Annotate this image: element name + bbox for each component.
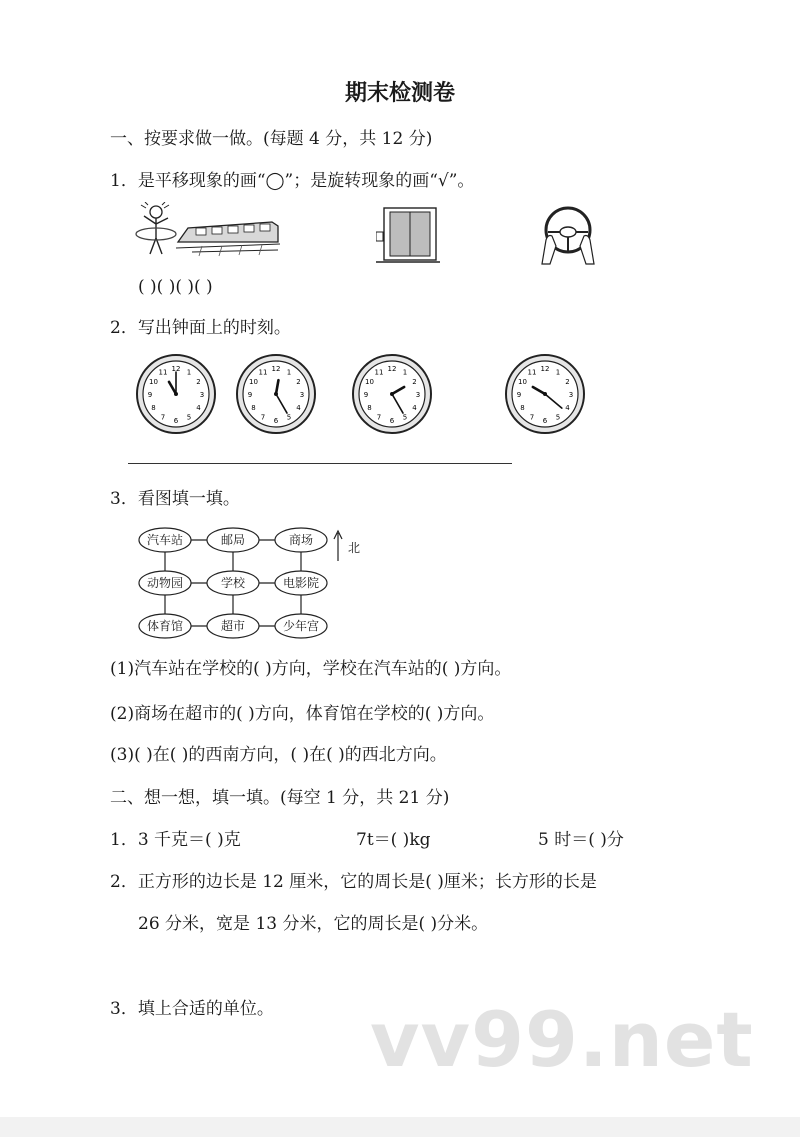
clock-numeral: 10 — [365, 378, 374, 386]
girl-and-train-picture — [132, 202, 282, 264]
clock-numeral: 2 — [412, 378, 417, 386]
clock-numeral: 7 — [160, 413, 166, 422]
q2-text: 2．写出钟面上的时刻。 — [110, 318, 291, 338]
clock-numeral: 5 — [555, 413, 561, 422]
clock-2 — [234, 352, 318, 436]
clock-numeral: 1 — [555, 368, 561, 377]
clock-numeral: 11 — [158, 368, 168, 377]
clock-numeral: 5 — [186, 413, 192, 422]
clock-center — [274, 392, 278, 396]
clock-numeral: 4 — [196, 404, 201, 412]
clock-numeral: 1 — [186, 368, 192, 377]
map-label-youth-palace: 少年宫 — [282, 619, 320, 633]
clock-numeral: 9 — [147, 391, 153, 399]
map-label-school: 学校 — [220, 576, 246, 590]
clock-numeral: 5 — [286, 413, 292, 422]
clock-numeral: 12 — [171, 365, 181, 373]
clock-1 — [134, 352, 218, 436]
clock-numeral: 3 — [415, 391, 421, 399]
clock-3 — [350, 352, 434, 436]
clock-center — [543, 392, 547, 396]
clock-numeral: 3 — [568, 391, 574, 399]
clock-numeral: 8 — [367, 404, 372, 412]
q3-line-3[interactable]: (3)( )在( )的西南方向，( )在( )的西北方向。 — [110, 745, 447, 765]
clock-numeral: 12 — [540, 365, 550, 373]
clock-numeral: 10 — [249, 378, 258, 386]
clock-numeral: 6 — [273, 417, 279, 425]
map-label-bus-station: 汽车站 — [146, 533, 184, 547]
clock-numeral: 5 — [402, 413, 408, 422]
clock-numeral: 11 — [258, 368, 268, 377]
map-label-gym: 体育馆 — [146, 619, 184, 633]
direction-map — [128, 521, 368, 651]
clock-numeral: 2 — [565, 378, 570, 386]
clock-numeral: 6 — [173, 417, 179, 425]
clock-numeral: 3 — [199, 391, 205, 399]
clock-center — [390, 392, 394, 396]
clock-numeral: 9 — [363, 391, 369, 399]
clock-numeral: 4 — [412, 404, 417, 412]
clock-numeral: 11 — [374, 368, 384, 377]
s2-q1-a[interactable]: 1．3 千克＝( )克 — [110, 830, 241, 850]
north-label: 北 — [348, 541, 361, 555]
s2-q1-b[interactable]: 7t＝( )kg — [356, 830, 431, 850]
map-label-zoo: 动物园 — [146, 576, 184, 590]
elevator-door-picture — [376, 206, 440, 264]
s2-q2-line2[interactable]: 26 分米，宽是 13 分米，它的周长是( )分米。 — [138, 914, 489, 934]
clock-numeral: 4 — [296, 404, 301, 412]
clock-4 — [503, 352, 587, 436]
q1-answer-blanks[interactable]: ( )( )( )( ) — [138, 277, 213, 297]
clock-numeral: 1 — [402, 368, 408, 377]
clock-numeral: 12 — [387, 365, 397, 373]
map-label-mall: 商场 — [288, 533, 314, 547]
clock-numeral: 3 — [299, 391, 305, 399]
clock-numeral: 8 — [520, 404, 525, 412]
clock-numeral: 10 — [149, 378, 158, 386]
s2-q1-c[interactable]: 5 时＝( )分 — [538, 830, 624, 850]
section2-heading: 二、想一想，填一填。(每空 1 分，共 21 分) — [110, 788, 450, 808]
clock-numeral: 7 — [260, 413, 266, 422]
clock-numeral: 7 — [529, 413, 535, 422]
map-label-supermarket: 超市 — [220, 619, 246, 633]
clock-numeral: 9 — [516, 391, 522, 399]
clock-numeral: 10 — [518, 378, 527, 386]
clock-numeral: 9 — [247, 391, 253, 399]
q3-text: 3．看图填一填。 — [110, 489, 240, 509]
watermark: vv99.net — [370, 995, 754, 1084]
clock-numeral: 12 — [271, 365, 281, 373]
page-title: 期末检测卷 — [344, 81, 455, 106]
clock-numeral: 2 — [296, 378, 301, 386]
clock-numeral: 6 — [389, 417, 395, 425]
clock-numeral: 6 — [542, 417, 548, 425]
clock-numeral: 8 — [251, 404, 256, 412]
s2-q3-text: 3．填上合适的单位。 — [110, 999, 274, 1019]
q3-line-2[interactable]: (2)商场在超市的( )方向，体育馆在学校的( )方向。 — [110, 704, 495, 724]
section1-heading: 一、按要求做一做。(每题 4 分，共 12 分) — [110, 129, 433, 149]
q1-text: 1．是平移现象的画“◯”；是旋转现象的画“√”。 — [110, 171, 475, 191]
q3-line-1[interactable]: (1)汽车站在学校的( )方向，学校在汽车站的( )方向。 — [110, 659, 512, 679]
clock-numeral: 1 — [286, 368, 292, 377]
clock-center — [174, 392, 178, 396]
s2-q2-line1[interactable]: 2．正方形的边长是 12 厘米，它的周长是( )厘米；长方形的长是 — [110, 872, 597, 892]
clock-numeral: 2 — [196, 378, 201, 386]
clock-answer-line[interactable] — [128, 463, 512, 464]
map-label-cinema: 电影院 — [282, 576, 320, 590]
clock-numeral: 8 — [151, 404, 156, 412]
map-label-post-office: 邮局 — [220, 533, 246, 547]
clock-numeral: 4 — [565, 404, 570, 412]
clock-numeral: 11 — [527, 368, 537, 377]
clock-numeral: 7 — [376, 413, 382, 422]
steering-wheel-picture — [536, 206, 600, 266]
